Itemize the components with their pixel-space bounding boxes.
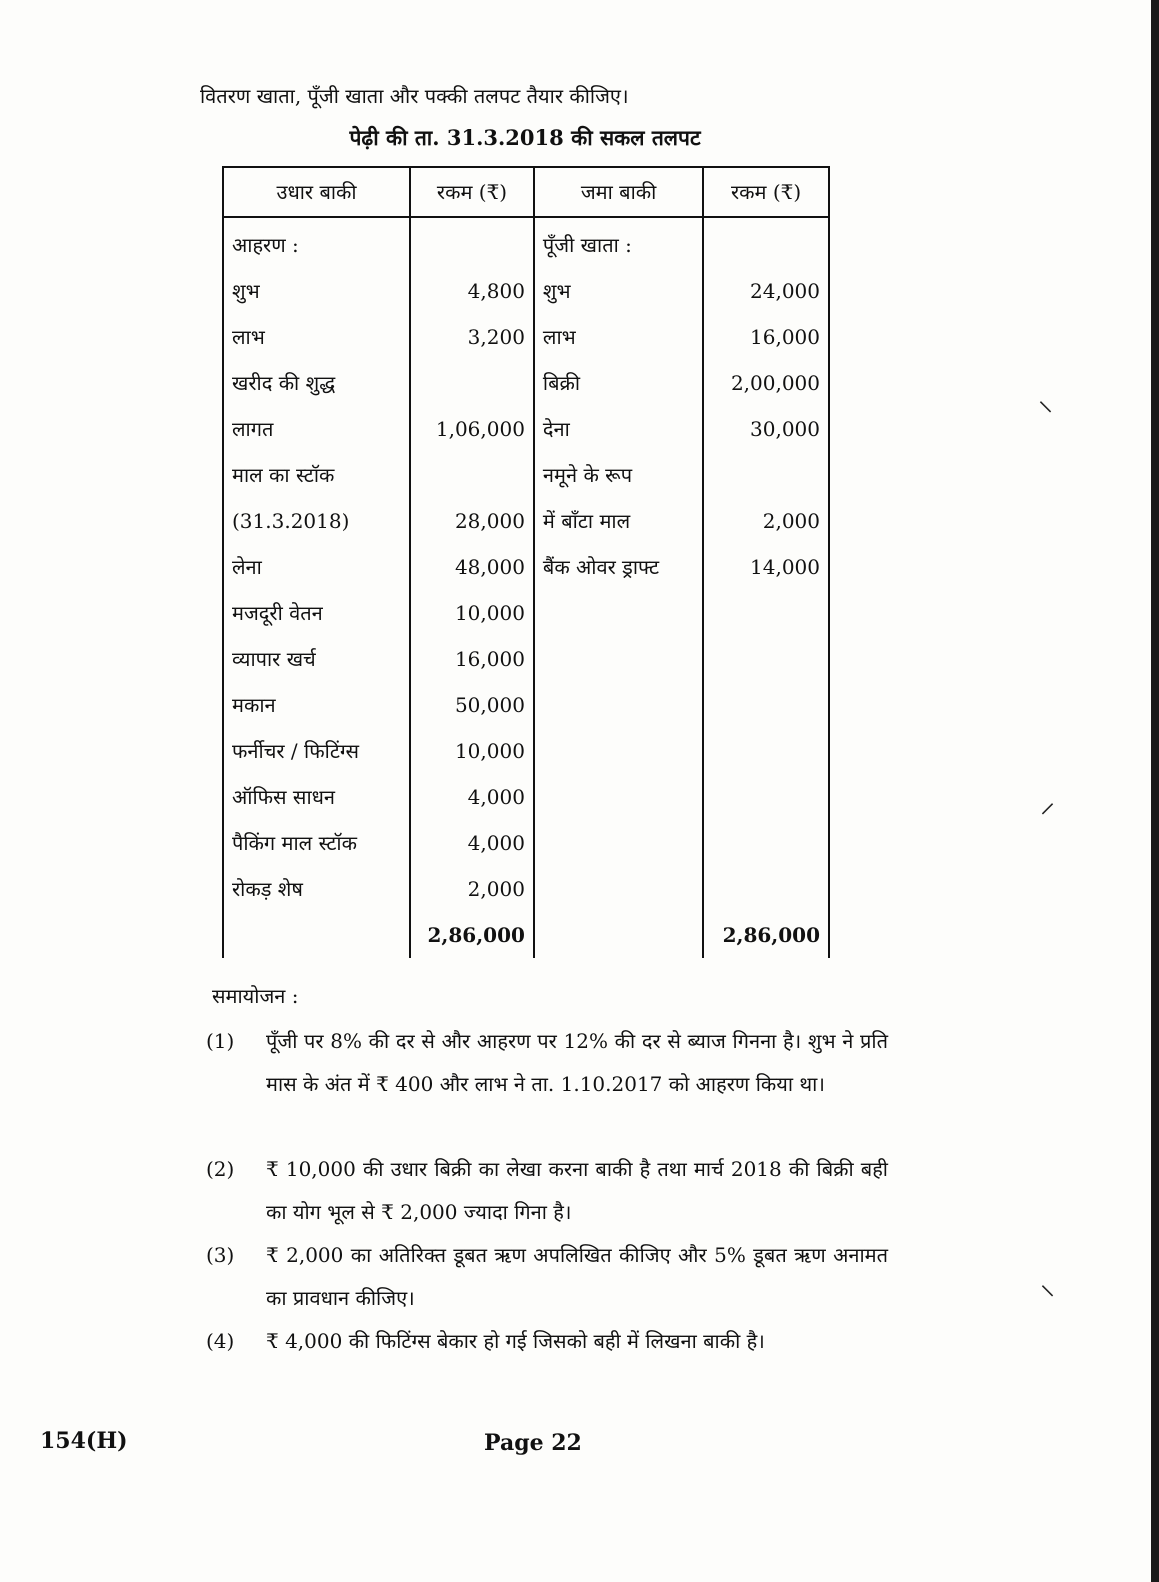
debit-amount: 3,200 [410,314,534,360]
debit-amount: 4,800 [410,268,534,314]
debit-label: व्यापार खर्च [223,636,410,682]
debit-amount: 16,000 [410,636,534,682]
scan-speck-1: ⸜ [1038,383,1053,418]
adjustment-text: पूँजी पर 8% की दर से और आहरण पर 12% की दर से ब्याज गिनना है। शुभ ने प्रति मास के अंत में ₹ 400 और लाभ ने ता. 1.10.2017 को आहरण किया था। [266,1029,888,1096]
debit-label: पैकिंग माल स्टॉक [223,820,410,866]
adjustment-item-3 [206,1234,888,1320]
table-row [223,682,829,728]
credit-label [534,866,703,912]
debit-amount [410,217,534,268]
credit-amount: 2,00,000 [703,360,829,406]
debit-label: ऑफिस साधन [223,774,410,820]
credit-amount [703,636,829,682]
debit-label: मकान [223,682,410,728]
table-row [223,360,829,406]
credit-label: बिक्री [534,360,703,406]
debit-label: खरीद की शुद्ध [223,360,410,406]
table-row [223,544,829,590]
header-credit-amount: रकम (₹) [703,167,829,217]
debit-label: रोकड़ शेष [223,866,410,912]
credit-amount: 14,000 [703,544,829,590]
credit-amount: 30,000 [703,406,829,452]
adjustments-heading: समायोजन : [212,984,299,1008]
debit-amount [410,360,534,406]
adjustment-text: ₹ 10,000 की उधार बिक्री का लेखा करना बाकी है तथा मार्च 2018 की बिक्री बही का योग भूल से ₹ 2,000 ज्यादा गिना है। [266,1157,888,1224]
credit-label: देना [534,406,703,452]
credit-amount [703,590,829,636]
debit-amount: 1,06,000 [410,406,534,452]
table-row [223,636,829,682]
header-credit-balance: जमा बाकी [534,167,703,217]
credit-amount: 16,000 [703,314,829,360]
adjustment-item-2 [206,1148,888,1234]
debit-label: फर्नीचर / फिटिंग्स [223,728,410,774]
scan-speck-3: ⸜ [1040,1267,1055,1302]
credit-amount [703,728,829,774]
table-row [223,590,829,636]
credit-label: बैंक ओवर ड्राफ्ट [534,544,703,590]
table-row [223,498,829,544]
table-row [223,406,829,452]
table-row [223,217,829,268]
table-row [223,314,829,360]
header-debit-amount: रकम (₹) [410,167,534,217]
debit-label: शुभ [223,268,410,314]
right-scan-edge [1151,0,1159,1582]
table-row [223,452,829,498]
debit-amount: 4,000 [410,774,534,820]
debit-amount: 2,000 [410,866,534,912]
total-blank-debit [223,912,410,958]
trial-balance-title: पेढ़ी की ता. 31.3.2018 की सकल तलपट [349,125,701,150]
total-row [223,912,829,958]
table-row [223,774,829,820]
adjustment-number: (1) [206,1029,235,1053]
credit-label [534,728,703,774]
adjustment-number: (2) [206,1157,235,1181]
credit-label [534,774,703,820]
adjustment-number: (4) [206,1329,235,1353]
debit-label: आहरण : [223,217,410,268]
table-header-row [223,167,829,217]
credit-label [534,636,703,682]
table-row [223,268,829,314]
credit-amount [703,866,829,912]
credit-label [534,682,703,728]
credit-label: में बाँटा माल [534,498,703,544]
total-credit-amount: 2,86,000 [703,912,829,958]
header-debit-balance: उधार बाकी [223,167,410,217]
table-row [223,820,829,866]
debit-label: (31.3.2018) [223,498,410,544]
credit-amount [703,217,829,268]
adjustment-text: ₹ 2,000 का अतिरिक्त डूबत ऋण अपलिखित कीजिए और 5% डूबत ऋण अनामत का प्रावधान कीजिए। [266,1243,888,1310]
credit-label [534,590,703,636]
adjustment-text: ₹ 4,000 की फिटिंग्स बेकार हो गई जिसको बही में लिखना बाकी है। [266,1329,765,1353]
trial-balance-table [222,166,830,958]
page-number: Page 22 [484,1430,582,1456]
credit-amount [703,774,829,820]
debit-amount: 4,000 [410,820,534,866]
debit-amount: 48,000 [410,544,534,590]
scan-speck-2: ⸝ [1040,785,1055,820]
debit-amount: 28,000 [410,498,534,544]
adjustment-item-4 [206,1320,888,1363]
debit-amount: 10,000 [410,590,534,636]
credit-amount [703,452,829,498]
adjustment-number: (3) [206,1243,235,1267]
debit-amount [410,452,534,498]
debit-amount: 50,000 [410,682,534,728]
credit-label: नमूने के रूप [534,452,703,498]
debit-label: लाभ [223,314,410,360]
credit-amount: 2,000 [703,498,829,544]
adjustment-item-1 [206,1020,888,1106]
debit-label: माल का स्टॉक [223,452,410,498]
paper-code: 154(H) [40,1428,128,1454]
debit-label: लेना [223,544,410,590]
credit-label: पूँजी खाता : [534,217,703,268]
total-blank-credit [534,912,703,958]
credit-amount: 24,000 [703,268,829,314]
credit-amount [703,820,829,866]
intro-text: वितरण खाता, पूँजी खाता और पक्की तलपट तैयार कीजिए। [200,84,629,108]
debit-amount: 10,000 [410,728,534,774]
credit-label: शुभ [534,268,703,314]
credit-label: लाभ [534,314,703,360]
debit-label: मजदूरी वेतन [223,590,410,636]
debit-label: लागत [223,406,410,452]
table-row [223,728,829,774]
credit-label [534,820,703,866]
credit-amount [703,682,829,728]
table-row [223,866,829,912]
total-debit-amount: 2,86,000 [410,912,534,958]
